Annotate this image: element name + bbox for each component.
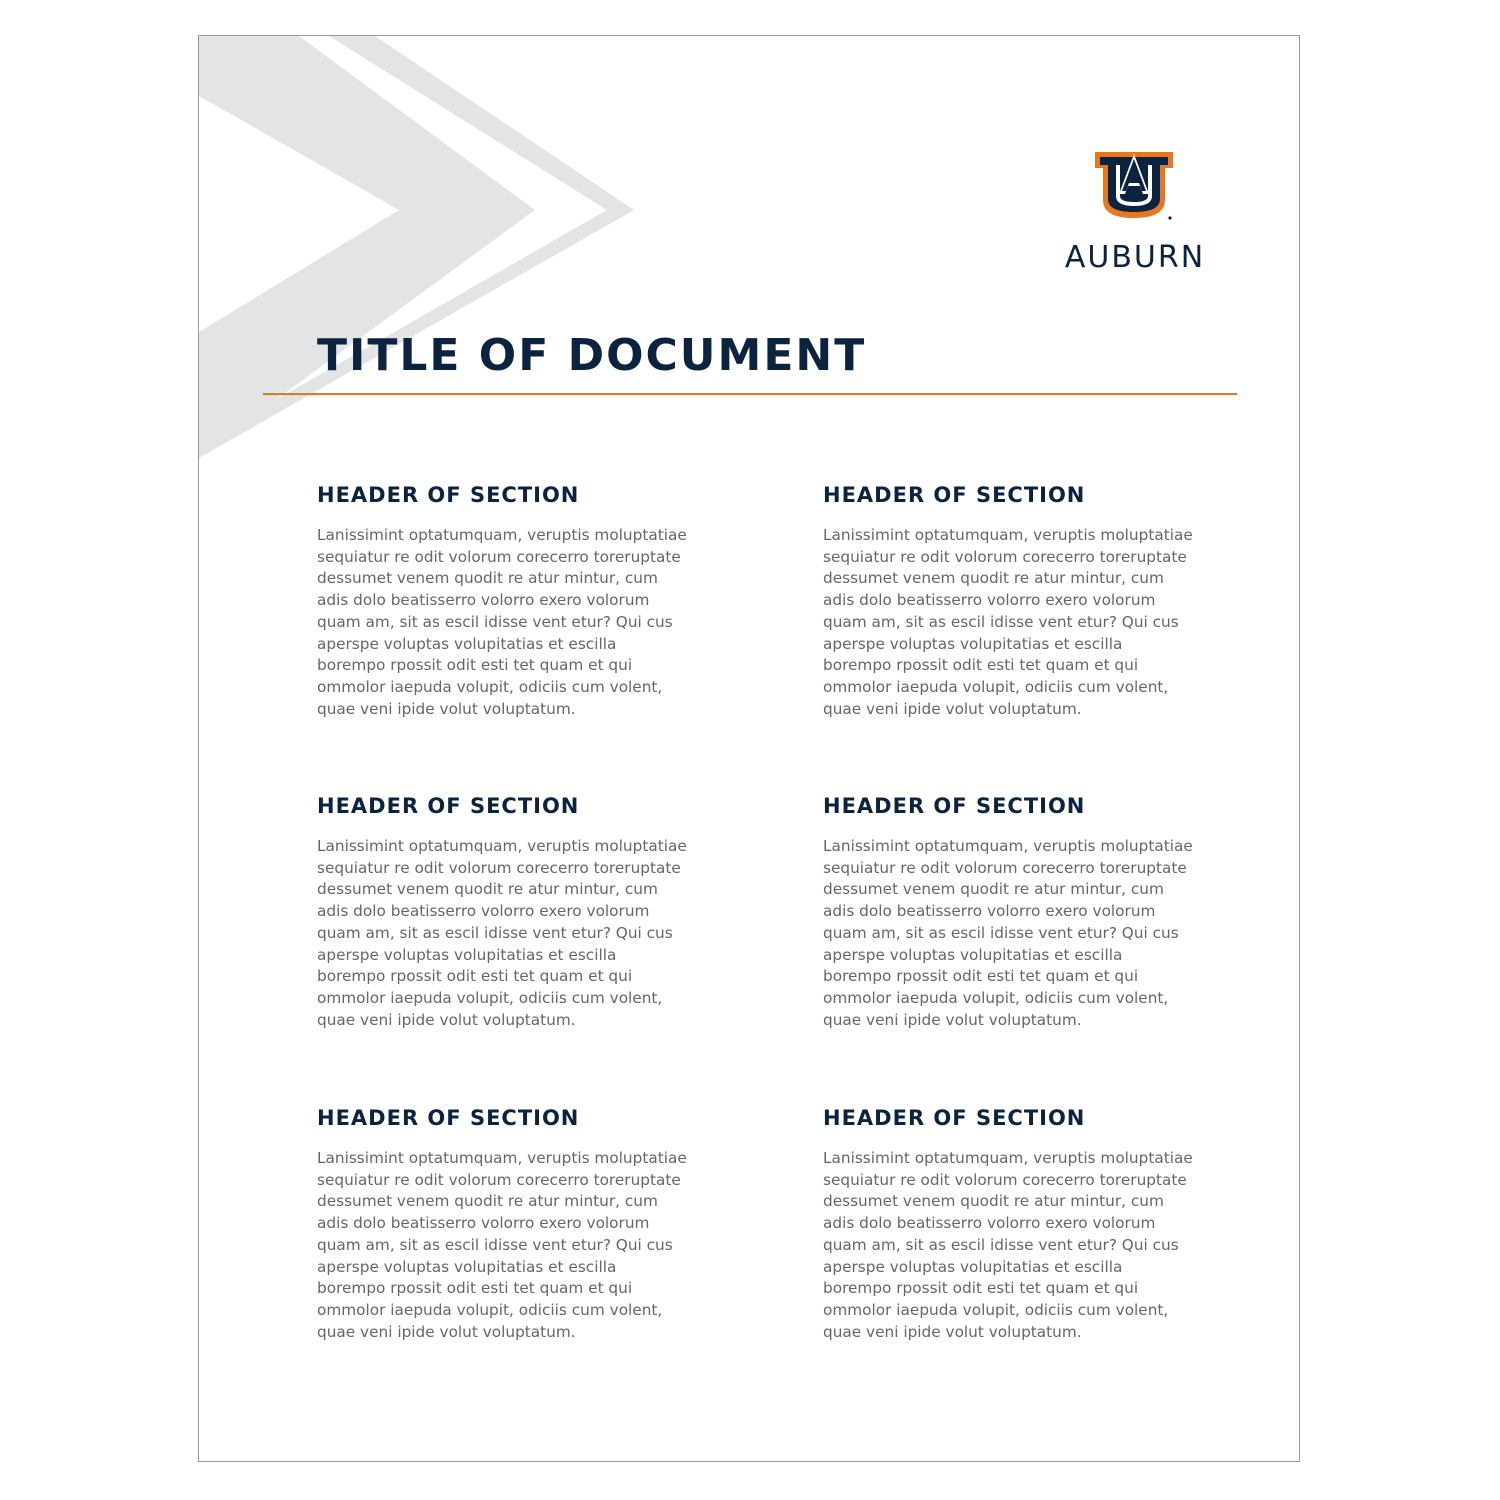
section-header: HEADER OF SECTION <box>823 1106 1086 1130</box>
section-body: Lanissimint optatumquam, veruptis moluptatiae sequiatur re odit volorum corecerro toreruptate dessumet venem quodit re atur mintur, cum adis dolo beatisserro volorro exero volorum quam am, sit as escil idisse vent etur? Qui cus aperspe voluptas volupitatias et escilla borempo rpossit odit esti tet quam et qui ommolor iaepuda volupit, odiciis cum volent, quae veni ipide volut voluptatum. <box>823 837 1193 1029</box>
section-header: HEADER OF SECTION <box>317 794 580 818</box>
section-2 <box>823 483 1193 720</box>
document-title: TITLE OF DOCUMENT <box>317 330 867 381</box>
title-divider <box>263 393 1237 395</box>
section-1 <box>317 483 687 720</box>
section-body: Lanissimint optatumquam, veruptis moluptatiae sequiatur re odit volorum corecerro toreruptate dessumet venem quodit re atur mintur, cum adis dolo beatisserro volorro exero volorum quam am, sit as escil idisse vent etur? Qui cus aperspe voluptas volupitatias et escilla borempo rpossit odit esti tet quam et qui ommolor iaepuda volupit, odiciis cum volent, quae veni ipide volut voluptatum. <box>317 1149 687 1341</box>
au-monogram-icon <box>1091 148 1177 223</box>
section-3 <box>317 794 687 1031</box>
section-header: HEADER OF SECTION <box>823 483 1086 507</box>
section-header: HEADER OF SECTION <box>823 794 1086 818</box>
section-body: Lanissimint optatumquam, veruptis moluptatiae sequiatur re odit volorum corecerro toreruptate dessumet venem quodit re atur mintur, cum adis dolo beatisserro volorro exero volorum quam am, sit as escil idisse vent etur? Qui cus aperspe voluptas volupitatias et escilla borempo rpossit odit esti tet quam et qui ommolor iaepuda volupit, odiciis cum volent, quae veni ipide volut voluptatum. <box>317 837 687 1029</box>
section-5 <box>317 1106 687 1343</box>
section-header: HEADER OF SECTION <box>317 483 580 507</box>
auburn-wordmark: AUBURN <box>1064 240 1206 275</box>
chevron-decoration <box>199 36 639 461</box>
auburn-logo <box>1045 148 1225 273</box>
section-6 <box>823 1106 1193 1343</box>
section-body: Lanissimint optatumquam, veruptis moluptatiae sequiatur re odit volorum corecerro toreruptate dessumet venem quodit re atur mintur, cum adis dolo beatisserro volorro exero volorum quam am, sit as escil idisse vent etur? Qui cus aperspe voluptas volupitatias et escilla borempo rpossit odit esti tet quam et qui ommolor iaepuda volupit, odiciis cum volent, quae veni ipide volut voluptatum. <box>823 526 1193 718</box>
document-page <box>198 35 1300 1462</box>
section-header: HEADER OF SECTION <box>317 1106 580 1130</box>
section-4 <box>823 794 1193 1031</box>
section-body: Lanissimint optatumquam, veruptis moluptatiae sequiatur re odit volorum corecerro toreruptate dessumet venem quodit re atur mintur, cum adis dolo beatisserro volorro exero volorum quam am, sit as escil idisse vent etur? Qui cus aperspe voluptas volupitatias et escilla borempo rpossit odit esti tet quam et qui ommolor iaepuda volupit, odiciis cum volent, quae veni ipide volut voluptatum. <box>823 1149 1193 1341</box>
section-body: Lanissimint optatumquam, veruptis moluptatiae sequiatur re odit volorum corecerro toreruptate dessumet venem quodit re atur mintur, cum adis dolo beatisserro volorro exero volorum quam am, sit as escil idisse vent etur? Qui cus aperspe voluptas volupitatias et escilla borempo rpossit odit esti tet quam et qui ommolor iaepuda volupit, odiciis cum volent, quae veni ipide volut voluptatum. <box>317 526 687 718</box>
